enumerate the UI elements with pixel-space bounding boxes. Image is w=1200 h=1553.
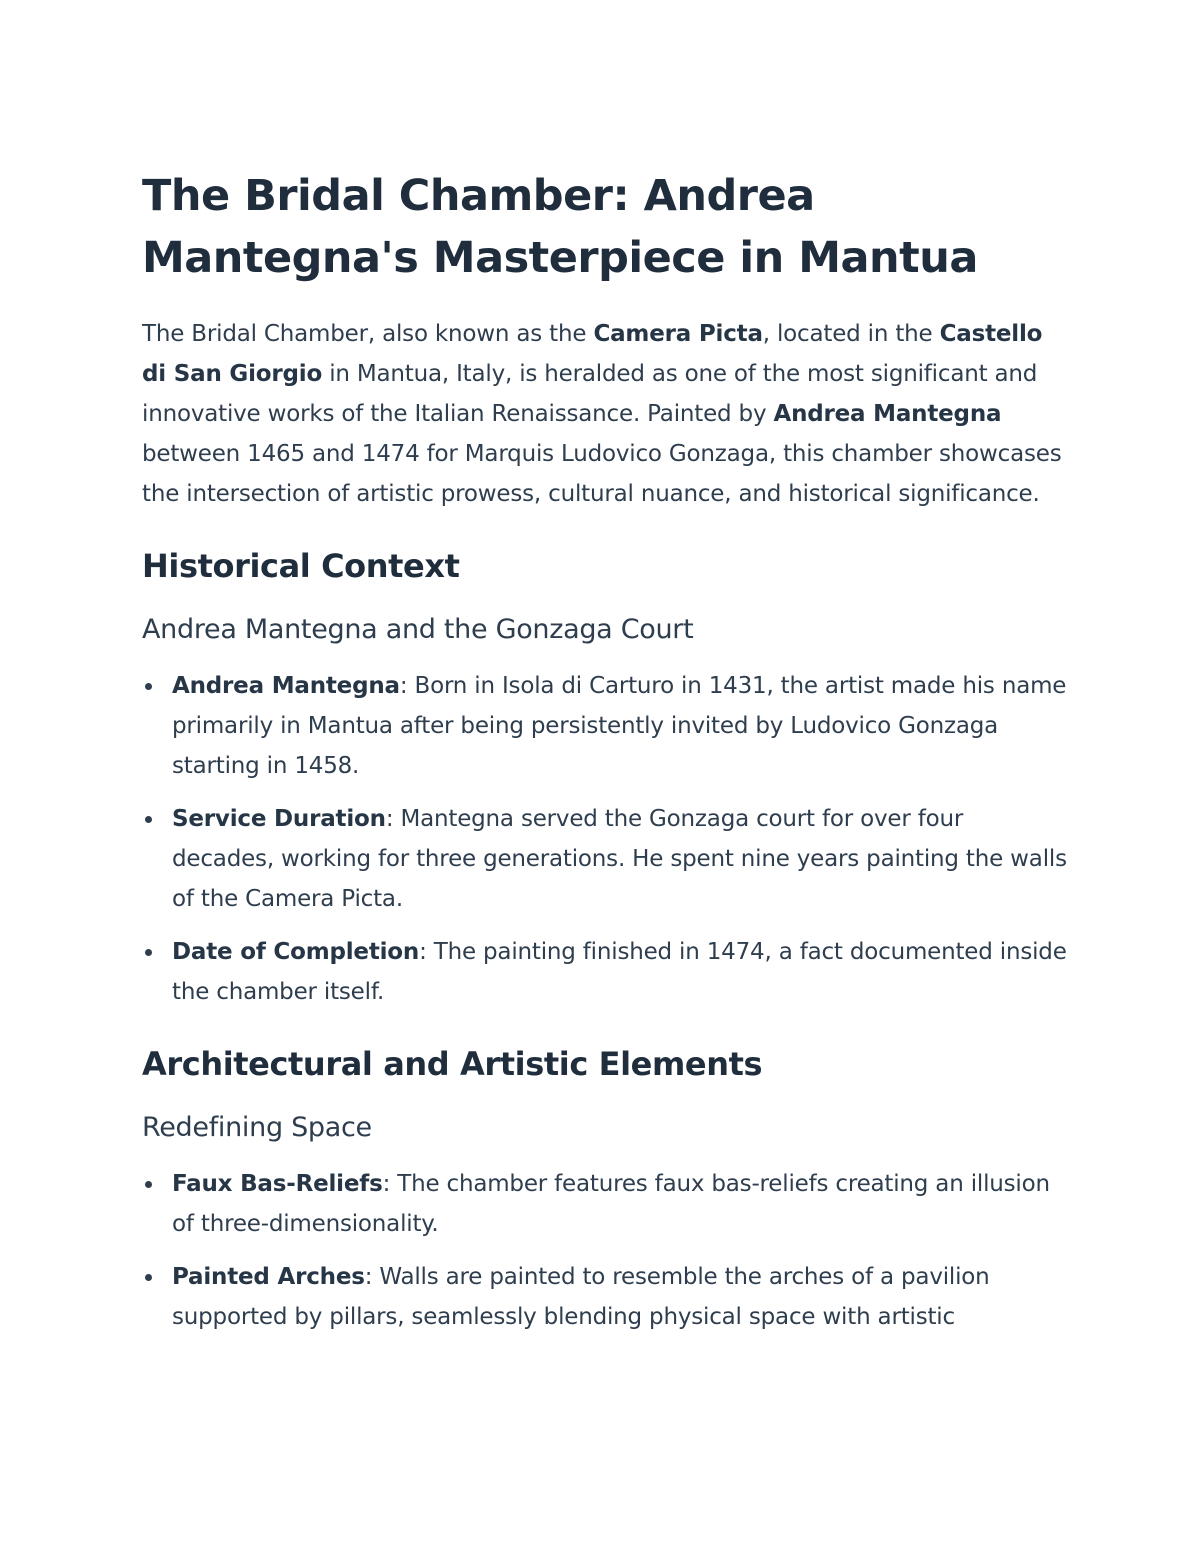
section-heading: Historical Context [142,547,460,585]
list-item-term: Faux Bas-Reliefs [172,1171,383,1197]
intro-text-3: in Mantua, Italy, is heralded as one of the most significant and innovative works of the Italian Renaissance. Painted by [142,361,1038,427]
intro-text-4: between 1465 and 1474 for Marquis Ludovico Gonzaga, this chamber showcases the intersection of artistic prowess, cultural nuance, and historical significance. [142,441,1062,507]
intro-text-1: The Bridal Chamber, also known as the [142,321,594,347]
list-item-term: Painted Arches [172,1264,365,1290]
list-item [142,666,1072,786]
list-item-term: Date of Completion [172,939,420,965]
bullet-list [142,1164,1072,1337]
bullet-icon [145,949,152,956]
list-item-term: Service Duration [172,806,386,832]
section-heading: Architectural and Artistic Elements [142,1045,763,1083]
intro-bold-mantegna: Andrea Mantegna [773,401,1002,427]
section-subheading: Andrea Mantegna and the Gonzaga Court [142,614,694,645]
list-item-text: : Walls are painted to resemble the arches of a pavilion supported by pillars, seamlessly blending physical space with artistic [172,1264,990,1330]
list-item-term: Andrea Mantegna [172,673,400,699]
list-item [142,799,1072,919]
section-historical-context [142,542,1072,1012]
intro-paragraph [142,314,1072,514]
bullet-icon [145,816,152,823]
intro-bold-castello: Castello di San Giorgio [142,321,1043,387]
list-item-text: : The painting finished in 1474, a fact documented inside the chamber itself. [172,939,1067,1005]
list-item [142,932,1072,1012]
intro-bold-camera-picta: Camera Picta [593,321,763,347]
document-title: The Bridal Chamber: Andrea Mantegna's Masterpiece in Mantua [142,171,978,283]
bullet-icon [145,1181,152,1188]
document-page [142,165,1072,1350]
bullet-icon [145,1274,152,1281]
bullet-icon [145,683,152,690]
intro-text-2: , located in the [762,321,940,347]
bullet-list [142,666,1072,1012]
section-architectural-elements [142,1040,1072,1337]
list-item [142,1164,1072,1244]
list-item-text: : Born in Isola di Carturo in 1431, the artist made his name primarily in Mantua after being persistently invited by Ludovico Gonzaga starting in 1458. [172,673,1067,779]
list-item-text: : Mantegna served the Gonzaga court for over four decades, working for three generations. He spent nine years painting the walls of the Camera Picta. [172,806,1067,912]
list-item [142,1257,1072,1337]
list-item-text: : The chamber features faux bas-reliefs creating an illusion of three-dimensionality. [172,1171,1050,1237]
section-subheading: Redefining Space [142,1112,372,1143]
